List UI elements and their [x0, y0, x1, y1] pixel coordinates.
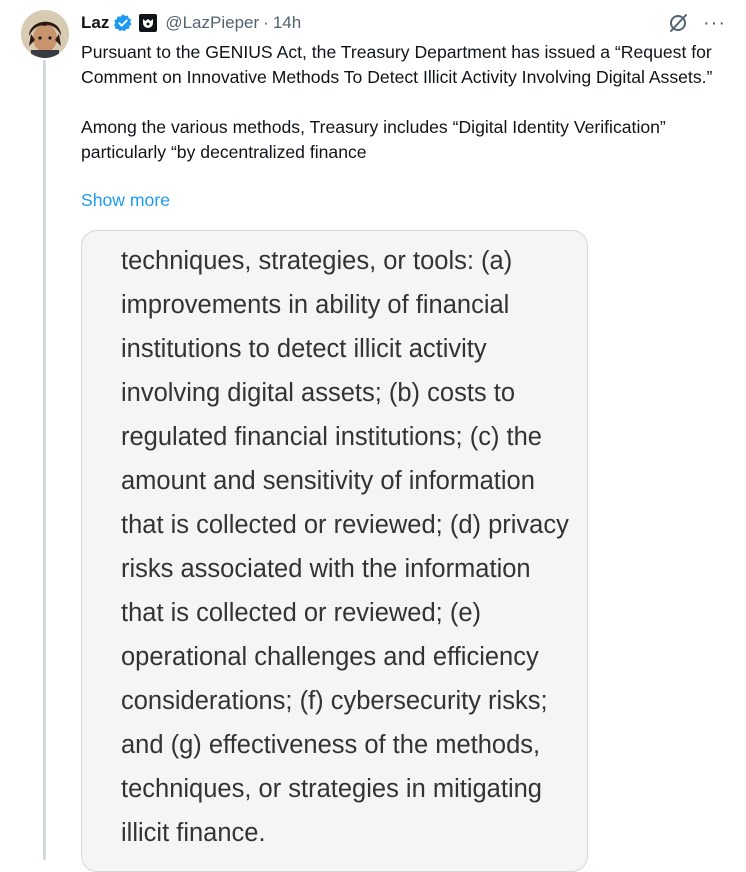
media-line: considerations; (f) cybersecurity risks; — [121, 687, 548, 715]
avatar-image — [21, 10, 69, 58]
media-line: institutions to detect illicit activity — [121, 335, 487, 363]
media-line: techniques, strategies, or tools: (a) — [121, 247, 513, 275]
affiliate-badge-icon — [139, 14, 157, 32]
header-actions — [667, 12, 726, 34]
grok-icon[interactable] — [667, 12, 689, 34]
author-handle[interactable]: @LazPieper — [165, 13, 260, 32]
verified-badge-icon — [113, 13, 133, 33]
media-line: and (g) effectiveness of the methods, — [121, 731, 541, 759]
timestamp[interactable]: 14h — [272, 13, 302, 32]
media-line: improvements in ability of financial — [121, 291, 510, 319]
avatar[interactable] — [21, 10, 69, 58]
media-line: techniques, or strategies in mitigating — [121, 775, 542, 803]
media-line: risks associated with the information — [121, 555, 531, 583]
tweet-paragraph: Among the various methods, Treasury includes “Digital Identity Verification” particularly “by decentralized finance — [81, 117, 666, 162]
tweet-paragraph: Pursuant to the GENIUS Act, the Treasury Department has issued a “Request for Comment on Innovative Methods To Detect Illicit Activity Involving Digital Assets.” — [81, 42, 713, 87]
media-line: operational challenges and efficiency — [121, 643, 539, 671]
media-line: amount and sensitivity of information — [121, 467, 535, 495]
media-image[interactable] — [81, 230, 588, 872]
more-icon[interactable]: ··· — [703, 12, 726, 34]
separator-dot: · — [263, 13, 269, 32]
tweet-header — [81, 10, 726, 36]
media-line: that is collected or reviewed; (e) — [121, 599, 481, 627]
media-line: involving digital assets; (b) costs to — [121, 379, 516, 407]
author-name[interactable]: Laz — [81, 13, 110, 32]
show-more-link[interactable]: Show more — [81, 190, 170, 210]
media-line: illicit finance. — [121, 819, 266, 847]
media-line: regulated financial institutions; (c) the — [121, 423, 542, 451]
media-line: that is collected or reviewed; (d) privacy — [121, 511, 569, 539]
media-text — [121, 239, 581, 855]
thread-line — [43, 60, 46, 860]
tweet-text — [81, 40, 721, 165]
